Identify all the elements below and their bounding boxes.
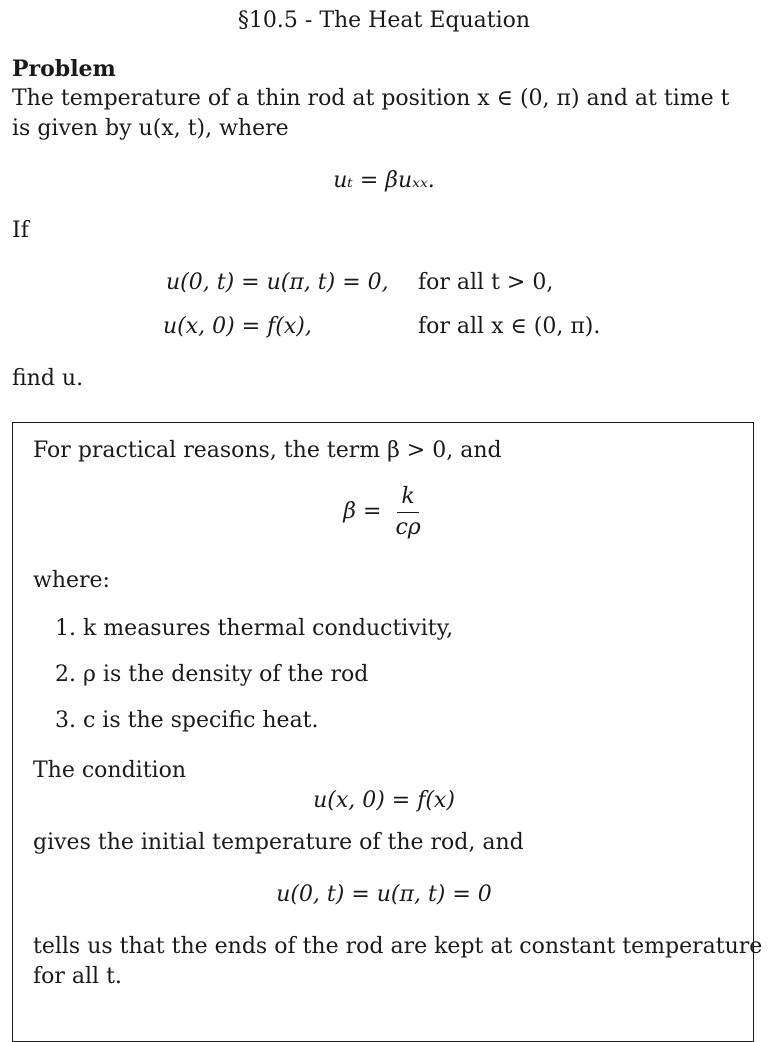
initial-condition-display: u(x, 0) = f(x) — [313, 788, 455, 813]
if-label: If — [12, 218, 29, 243]
list-item: 1. k measures thermal conductivity, — [55, 616, 454, 641]
problem-intro-line-1: The temperature of a thin rod at position x ∈ (0, π) and at time t — [12, 86, 730, 111]
beta-fraction — [391, 484, 424, 542]
heat-equation: uₜ = βuₓₓ. — [333, 168, 435, 193]
tells-line-2: for all t. — [33, 964, 122, 989]
gives-text: gives the initial temperature of the rod, and — [33, 830, 524, 855]
beta-lhs: β = — [343, 499, 382, 525]
page-title: §10.5 - The Heat Equation — [237, 8, 531, 33]
note-intro: For practical reasons, the term β > 0, and — [33, 438, 502, 463]
boundary-condition-qualifier: for all t > 0, — [418, 270, 554, 295]
initial-condition-equation: u(x, 0) = f(x), — [163, 314, 312, 339]
beta-denominator: cρ — [395, 515, 421, 541]
beta-numerator: k — [397, 484, 418, 513]
boundary-condition-display: u(0, t) = u(π, t) = 0 — [276, 882, 492, 907]
where-label: where: — [33, 568, 110, 593]
boundary-condition-equation: u(0, t) = u(π, t) = 0, — [166, 270, 389, 295]
problem-intro-line-2: is given by u(x, t), where — [12, 116, 289, 141]
tells-line-1: tells us that the ends of the rod are kept at constant temperature — [33, 934, 763, 959]
list-item: 2. ρ is the density of the rod — [55, 662, 369, 687]
beta-definition — [0, 484, 768, 542]
problem-heading: Problem — [12, 56, 116, 82]
initial-condition-qualifier: for all x ∈ (0, π). — [418, 314, 601, 339]
list-item: 3. c is the specific heat. — [55, 708, 319, 733]
condition-label: The condition — [33, 758, 187, 783]
find-u-text: find u. — [12, 366, 84, 391]
